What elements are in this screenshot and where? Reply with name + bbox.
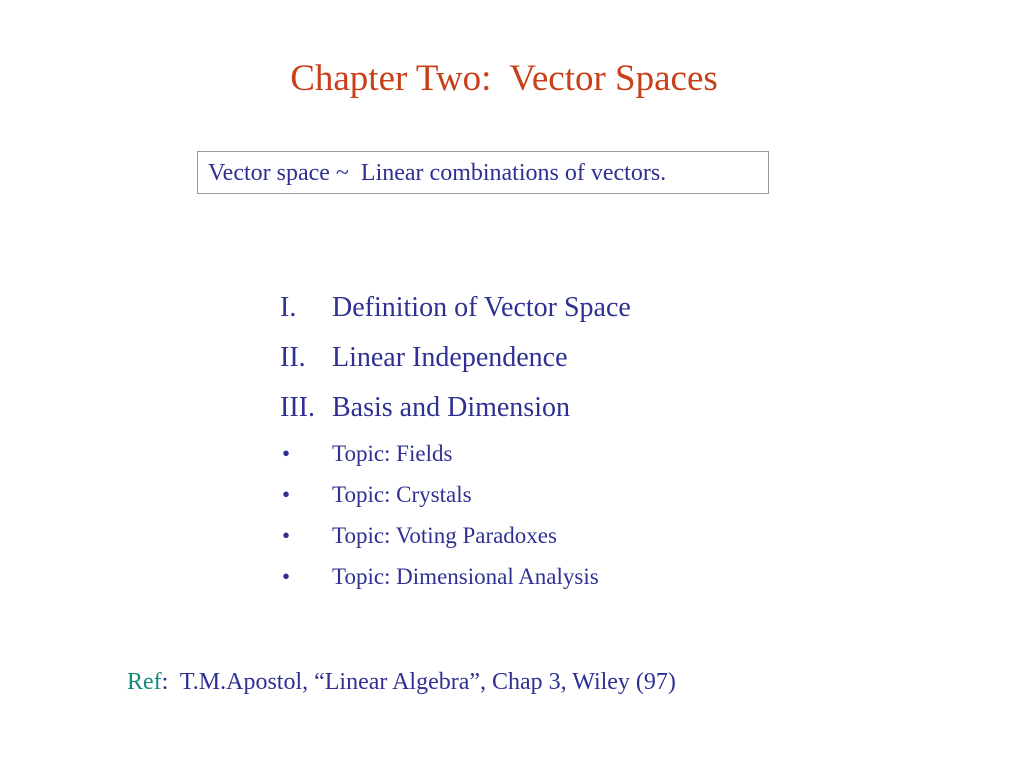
reference-label: Ref xyxy=(127,669,162,695)
outline-marker: II. xyxy=(280,342,306,373)
outline-marker: I. xyxy=(280,292,297,323)
bullet-marker: • xyxy=(282,441,291,466)
outline-item xyxy=(280,333,631,383)
outline-text: Linear Independence xyxy=(332,342,568,373)
outline-item xyxy=(280,433,631,474)
slide-title: Chapter Two: Vector Spaces xyxy=(290,58,718,99)
bullet-marker: • xyxy=(282,564,291,589)
summary-box: Vector space ~ Linear combinations of vectors. xyxy=(197,151,769,194)
bullet-marker: • xyxy=(282,482,291,507)
chapter-outline xyxy=(280,283,631,597)
outline-item xyxy=(280,556,631,597)
outline-text: Topic: Voting Paradoxes xyxy=(332,523,557,548)
outline-text: Basis and Dimension xyxy=(332,392,570,423)
outline-item xyxy=(280,383,631,433)
outline-text: Topic: Crystals xyxy=(332,482,472,507)
reference-line xyxy=(127,664,676,700)
bullet-marker: • xyxy=(282,523,291,548)
outline-item xyxy=(280,515,631,556)
outline-text: Definition of Vector Space xyxy=(332,292,631,323)
reference-text: : T.M.Apostol, “Linear Algebra”, Chap 3, Wiley (97) xyxy=(161,669,676,695)
outline-item xyxy=(280,474,631,515)
outline-text: Topic: Fields xyxy=(332,441,453,466)
outline-item xyxy=(280,283,631,333)
outline-marker: III. xyxy=(280,392,315,423)
outline-text: Topic: Dimensional Analysis xyxy=(332,564,599,589)
